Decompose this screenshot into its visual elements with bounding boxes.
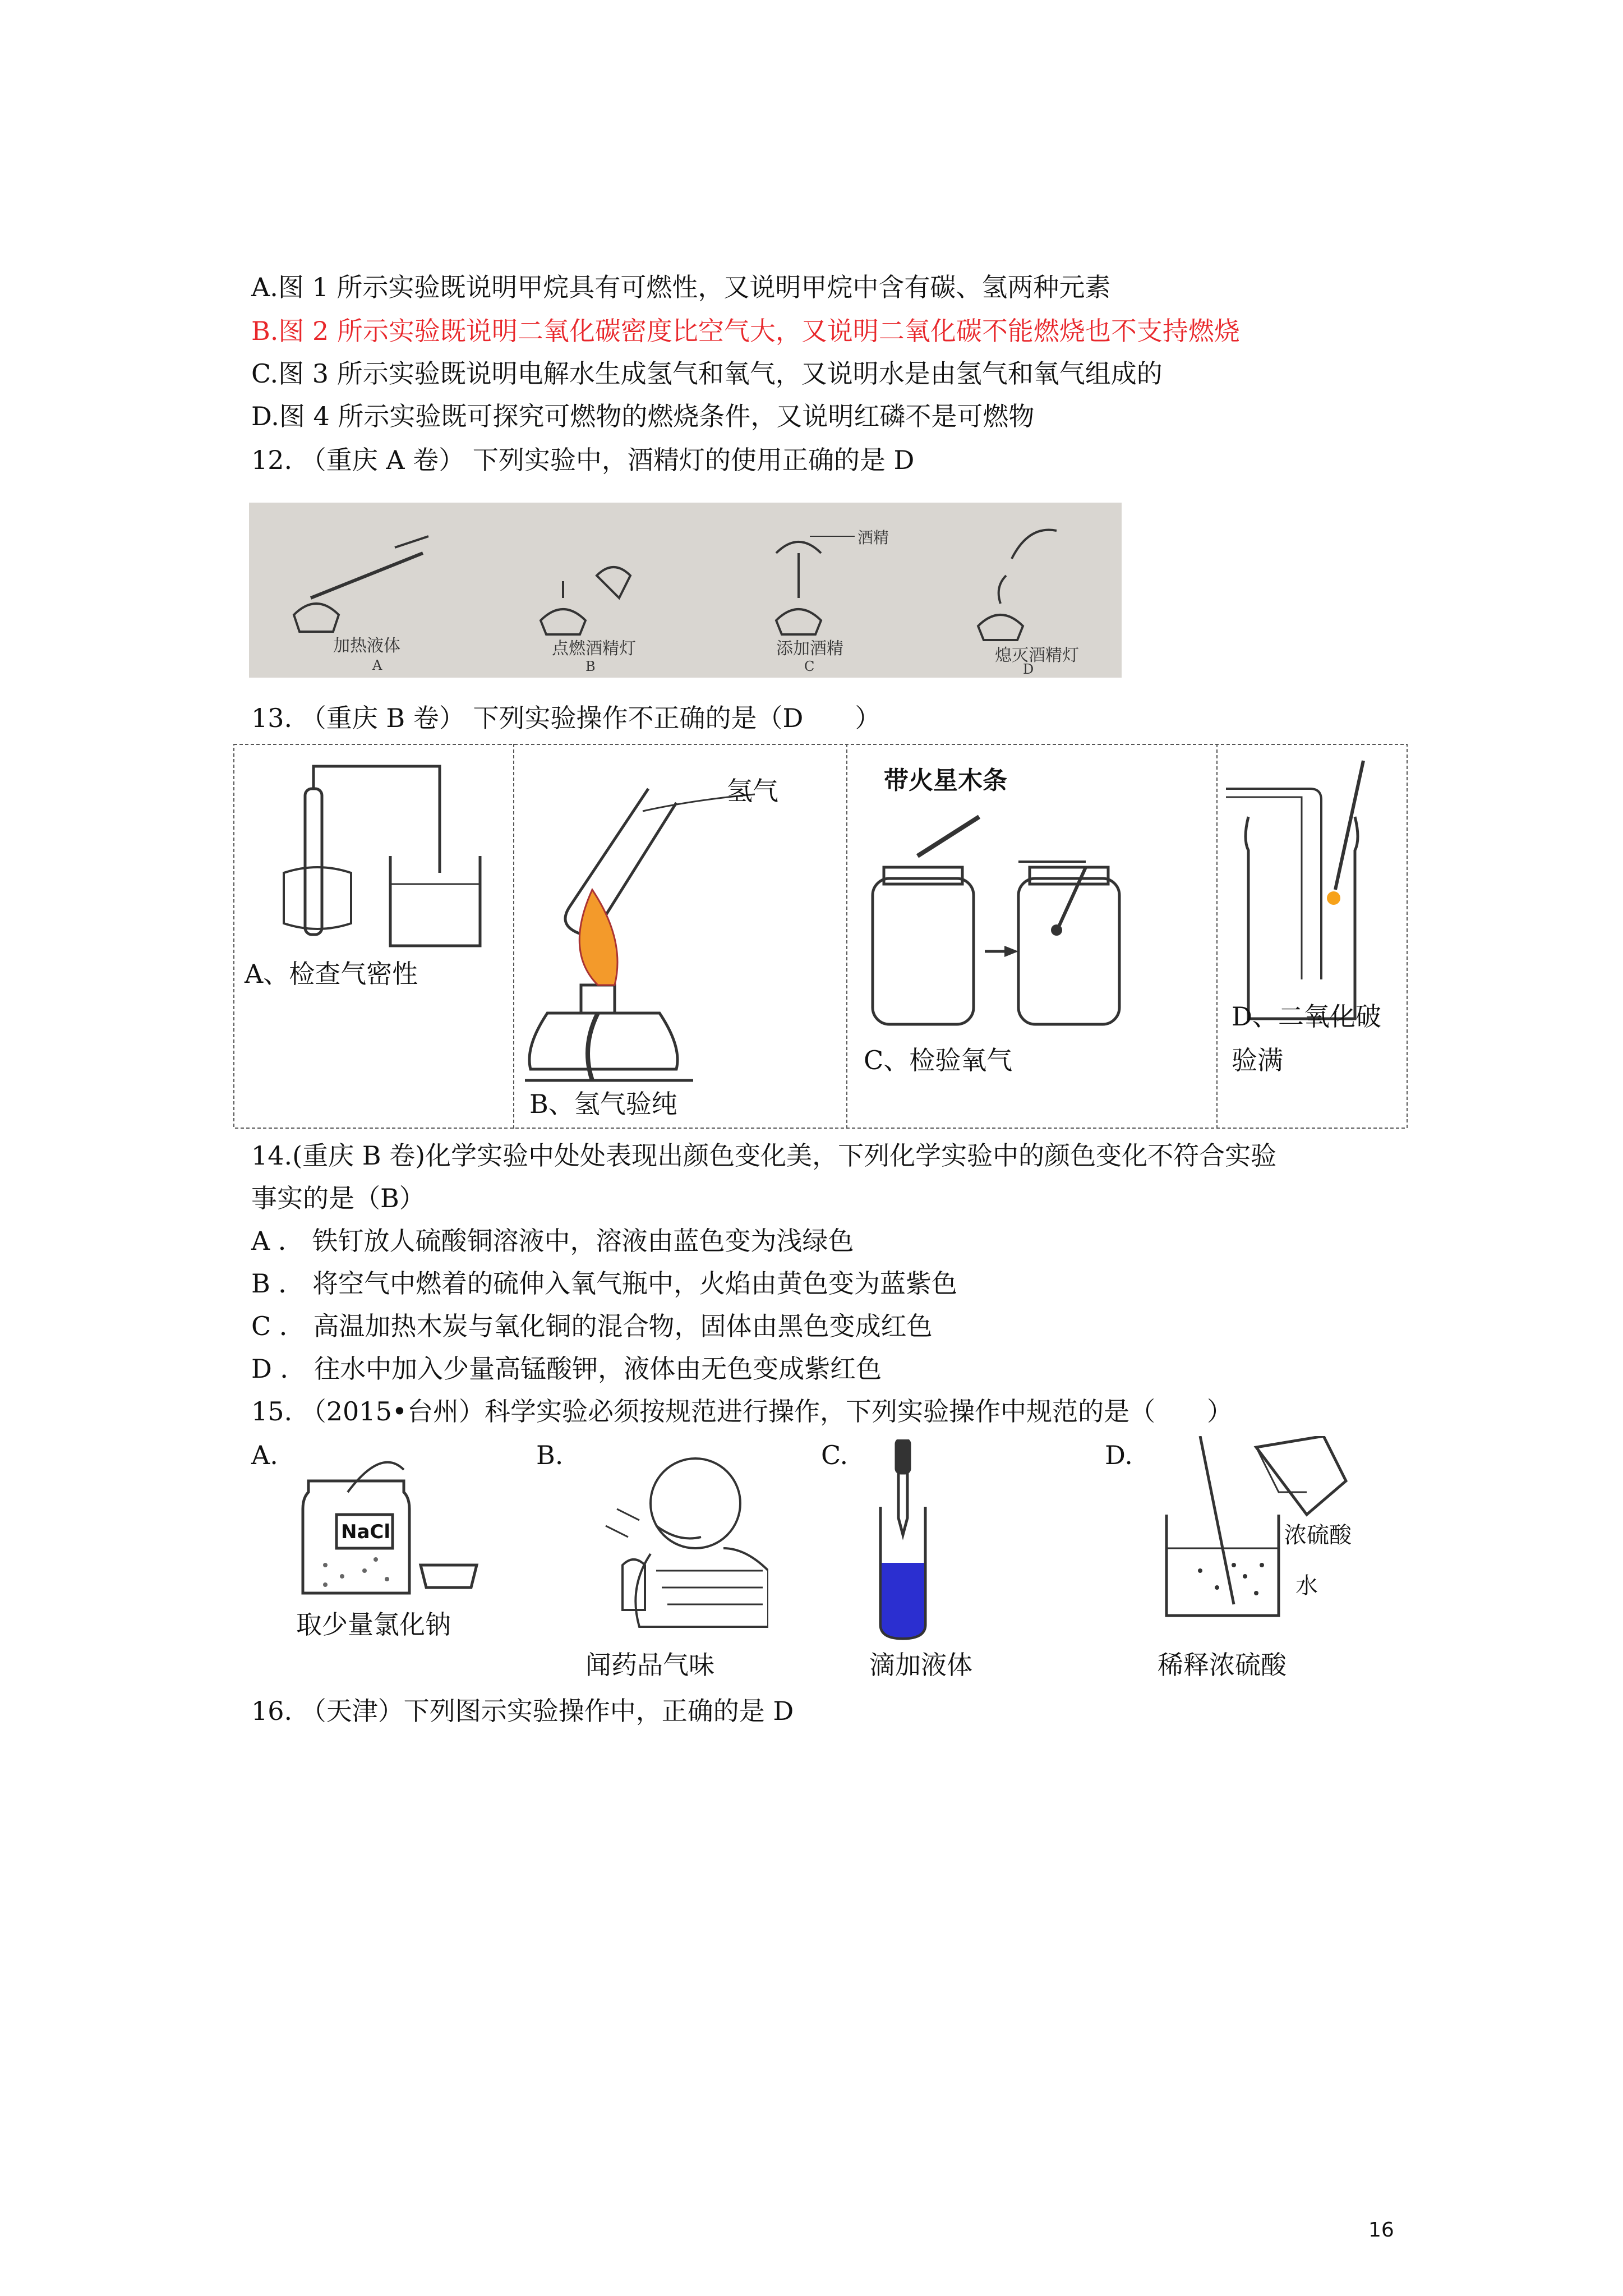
q15-figure-d: [1144, 1436, 1368, 1627]
q14-stem-line2: 事实的是（B）: [251, 1183, 425, 1213]
q13-label-d-line2: 验满: [1232, 1045, 1283, 1075]
q15-figure-a: [292, 1458, 482, 1604]
q15-letter-c: C.: [821, 1440, 849, 1470]
q12-caption-b: 点燃酒精灯: [552, 639, 636, 659]
q15-letter-a: A.: [251, 1440, 278, 1470]
q14-option-c: C ． 高温加热木炭与氧化铜的混合物，固体由黑色变成红色: [251, 1311, 933, 1341]
q15-caption-d: 稀释浓硫酸: [1158, 1650, 1287, 1680]
q14-option-a: A ． 铁钉放人硫酸铜溶液中，溶液由蓝色变为浅绿色: [251, 1226, 854, 1256]
liquid-fill: [882, 1563, 924, 1637]
q15-stem: 15. （2015•台州）科学实验必须按规范进行操作，下列实验操作中规范的是（ ）: [251, 1396, 1233, 1427]
q14-option-d: D ． 往水中加入少量高锰酸钾，液体由无色变成紫红色: [251, 1354, 882, 1384]
water-label: 水: [1295, 1573, 1318, 1599]
q15-figure-b: [583, 1442, 768, 1644]
arrow-icon: [1004, 946, 1018, 957]
q15-figure-c: [864, 1439, 942, 1641]
q13-label-c: C、检验氧气: [864, 1045, 1013, 1075]
nacl-label: NaCl: [341, 1521, 391, 1543]
q13-stem: 13. （重庆 B 卷） 下列实验操作不正确的是（D ）: [251, 703, 881, 733]
q12-letter-a: A: [372, 657, 382, 673]
acid-label: 浓硫酸: [1284, 1522, 1352, 1548]
page-number: 16: [1368, 2219, 1394, 2242]
q12-letter-b: B: [585, 659, 596, 674]
q11-option-c: C.图 3 所示实验既说明电解水生成氢气和氧气，又说明水是由氢气和氧气组成的: [251, 358, 1163, 389]
alcohol-lamp-illustration: [249, 503, 1122, 678]
q11-option-d: D.图 4 所示实验既可探究可燃物的燃烧条件，又说明红磷不是可燃物: [251, 401, 1035, 431]
q13-options-table: [233, 744, 1408, 1129]
q15-letter-b: B.: [536, 1440, 564, 1470]
q15-caption-a: 取少量氯化钠: [296, 1609, 451, 1640]
q13-label-b: B、氢气验纯: [529, 1089, 677, 1119]
q11-option-b: B.图 2 所示实验既说明二氧化碳密度比空气大，又说明二氧化碳不能燃烧也不支持燃烧: [251, 316, 1240, 346]
q15-caption-b: 闻药品气味: [585, 1650, 714, 1680]
ember-icon: [1327, 891, 1340, 905]
q12-letter-d: D: [1023, 661, 1034, 677]
q12-stem: 12. （重庆 A 卷） 下列实验中，酒精灯的使用正确的是 D: [251, 445, 915, 475]
q14-stem-line1: 14.(重庆 B 卷)化学实验中处处表现出颜色变化美，下列化学实验中的颜色变化不符合实验: [251, 1140, 1277, 1171]
q12-caption-d: 熄灭酒精灯: [995, 646, 1079, 665]
q11-option-a: A.图 1 所示实验既说明甲烷具有可燃性，又说明甲烷中含有碳、氢两种元素: [251, 272, 1111, 302]
q13-splint-label: 带火星木条: [884, 766, 1007, 795]
q12-figure-photo: [249, 503, 1122, 678]
q13-hydrogen-label: 氢气: [727, 776, 778, 806]
q12-top-label: 酒精: [857, 528, 889, 547]
q14-option-b: B ． 将空气中燃着的硫伸入氧气瓶中，火焰由黄色变为蓝紫色: [251, 1268, 958, 1299]
q15-letter-d: D.: [1105, 1440, 1133, 1470]
q12-caption-a: 加热液体: [333, 636, 400, 656]
q13-label-d-line1: D、二氧化破: [1232, 1001, 1381, 1032]
q15-caption-c: 滴加液体: [869, 1650, 972, 1680]
q13-label-a: A、检查气密性: [245, 959, 418, 989]
q16-stem: 16. （天津）下列图示实验操作中，正确的是 D: [251, 1696, 794, 1726]
q12-caption-c: 添加酒精: [776, 639, 843, 659]
ember-icon: [1051, 924, 1062, 936]
q12-letter-c: C: [804, 659, 815, 674]
